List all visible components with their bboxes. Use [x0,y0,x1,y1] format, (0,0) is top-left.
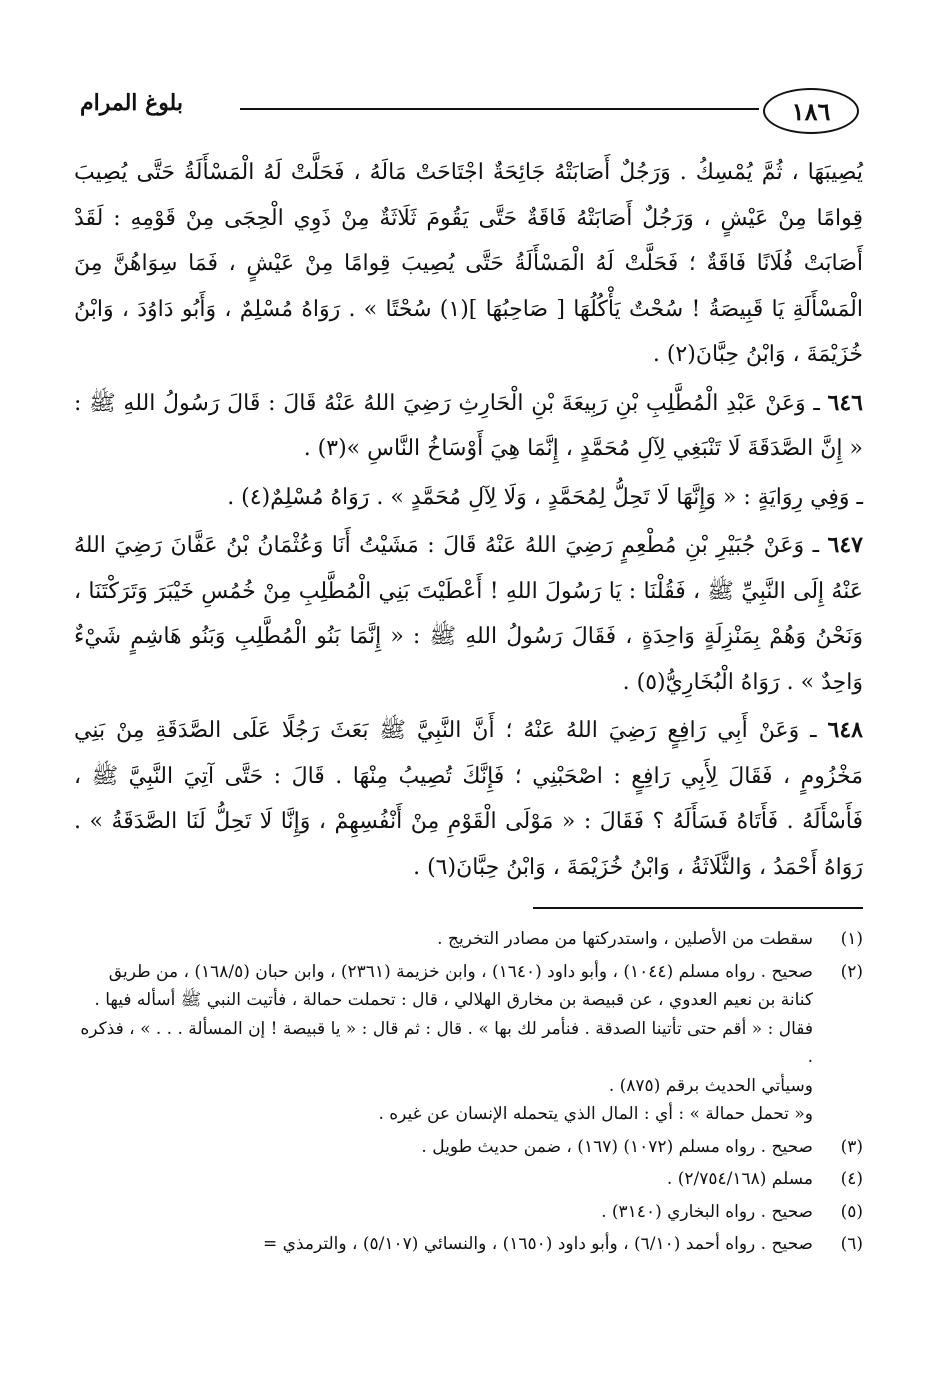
footnote [74,1133,863,1162]
hadith-text: ـ وَعَنْ جُبَيْرِ بْنِ مُطْعِمٍ رَضِيَ اللهُ عَنْهُ قَالَ : مَشَيْتُ أَنَا وَعُثْمَانُ بْنُ عَفَّانَ رَضِيَ اللهُ عَنْهُ إِلَى النَّبِيِّ ﷺ ، فَقُلْنَا : يَا رَسُولَ اللهِ ! أَعْطَيْتَ بَنِي الْمُطَّلِبِ مِنْ خُمُسِ خَيْبَرَ وَتَرَكْتَنَا ، وَنَحْنُ وَهُمْ بِمَنْزِلَةٍ وَاحِدَةٍ ، فَقَالَ رَسُولُ اللهِ ﷺ : « إِنَّمَا بَنُو الْمُطَّلِبِ وَبَنُو هَاشِمٍ شَيْءٌ وَاحِدٌ » . رَوَاهُ الْبُخَارِيُّ(٥) . [74,533,863,695]
footnote-text [74,1198,813,1227]
footnote [74,925,863,954]
footnote-number: (٥) [840,1201,863,1222]
footnote-text [74,1230,813,1259]
hadith-647 [74,523,863,705]
footnote-number: (١) [840,929,863,949]
paragraph-continuation: يُصِيبَهَا ، ثُمَّ يُمْسِكُ . وَرَجُلٌ أَصَابَتْهُ جَائِحَةٌ اجْتَاحَتْ مَالَهُ ، فَحَلَّتْ لَهُ الْمَسْأَلَةُ حَتَّى يُصِيبَ قِوامًا مِنْ عَيْشٍ ، وَرَجُلٌ أَصَابَتْهُ فَاقَةٌ حَتَّى يَقُومَ ثَلَاثَةٌ مِنْ ذَوِي الْحِجَى مِنْ قَوْمِهِ : لَقَدْ أَصَابَتْ فُلَانًا فَاقَةٌ ؛ فَحَلَّتْ لَهُ الْمَسْأَلَةُ حَتَّى يُصِيبَ قِوامًا مِنْ عَيْشٍ ، فَمَا سِوَاهُنَّ مِنَ الْمَسْأَلَةِ يَا قَبِيصَةُ ! سُحْتٌ يَأْكُلُهَا [ صَاحِبُهَا ](١) سُحْتًا » . رَوَاهُ مُسْلِمٌ ، وَأَبُو دَاوُدَ ، وَابْنُ خُزَيْمَةَ ، وَابْنُ حِبَّانَ(٢) . [74,160,864,367]
footnote-text [74,925,813,954]
footnote-line: مسلم (٢/٧٥٤/١٦٨) . [666,1169,813,1189]
footnote-number: (٢) [840,961,863,982]
footnotes [74,925,863,1263]
header-rule [240,108,759,110]
hadith-number: ٦٤٧ [827,532,863,558]
footnote-text [74,958,813,1129]
hadith-646-variant: ـ وَفِي رِوَايَةٍ : « وَإِنَّهَا لَا تَحِلُّ لِمُحَمَّدٍ ، وَلَا لِآلِ مُحَمَّدٍ » . رَوَاهُ مُسْلِمٌ(٤) . [227,484,863,510]
footnote-number: (٣) [840,1136,863,1157]
book-title: بلوغ المرام [80,90,183,116]
hadith-text: ـ وَعَنْ عَبْدِ الْمُطَّلِبِ بْنِ رَبِيعَةَ بْنِ الْحَارِثِ رَضِيَ اللهُ عَنْهُ قَالَ : قَالَ رَسُولُ اللهِ ﷺ : « إِنَّ الصَّدَقَةَ لَا تَنْبَغِي لِآلِ مُحَمَّدٍ ، إِنَّمَا هِيَ أَوْسَاخُ النَّاسِ »(٣) . [74,390,863,461]
footnote-line: صحيح . رواه مسلم (١٠٧٢) (١٦٧) ، ضمن حديث طويل . [421,1136,813,1157]
hadith-text: ـ وَعَنْ أَبِي رَافِعٍ رَضِيَ اللهُ عَنْهُ ؛ أَنَّ النَّبِيَّ ﷺ بَعَثَ رَجُلًا عَلَى الصَّدَقَةِ مِنْ بَنِي مَخْزُومٍ ، فَقَالَ لِأَبِي رَافِعٍ : اصْحَبْنِي ؛ فَإِنَّكَ تُصِيبُ مِنْهَا . قَالَ : حَتَّى آتِيَ النَّبِيَّ ﷺ ، فَأَسْأَلَهُ . فَأَتَاهُ فَسَأَلَهُ ؟ فَقَالَ : « مَوْلَى الْقَوْمِ مِنْ أَنْفُسِهِمْ ، وَإِنَّا لَا تَحِلُّ لَنَا الصَّدَقَةُ » . رَوَاهُ أَحْمَدُ ، وَالثَّلَاثَةُ ، وَابْنُ خُزَيْمَةَ ، وَابْنُ حِبَّانَ(٦) . [74,718,863,880]
hadith-646 [74,381,863,472]
footnote-text [74,1133,813,1162]
footnote [74,958,863,1129]
footnote [74,1230,863,1259]
hadith-number: ٦٤٦ [827,389,863,416]
footnote-line: سقطت من الأصلين ، واستدركتها من مصادر التخريج . [437,929,813,949]
page-header [80,88,859,140]
page-number: ١٨٦ [763,88,859,134]
footnote-separator [533,907,863,909]
footnote-text [74,1165,813,1194]
footnote [74,1165,863,1194]
footnote-line: صحيح . رواه أحمد (٦/١٠) ، وأبو داود (١٦٥٠) ، والنسائي (٥/١٠٧) ، والترمذي = [262,1234,813,1254]
main-text [74,150,863,893]
hadith-number: ٦٤٨ [827,717,863,743]
footnote-number: (٦) [840,1234,863,1254]
hadith-648 [74,708,863,890]
footnote-line: صحيح . رواه البخاري (٣١٤٠) . [601,1201,813,1222]
footnote [74,1198,863,1227]
footnote-line: صحيح . رواه مسلم (١٠٤٤) ، وأبو داود (١٦٤٠) ، وابن خزيمة (٢٣٦١) ، وابن حبان (١٦٨/٥) ، من طريق كنانة بن نعيم العدوي ، عن قبيصة بن مخارق الهلالي ، قال : تحملت حمالة ، فأتيت النبي ﷺ أسأله فيها . فقال : « أقم حتى تأتينا الصدقة . فنأمر لك بها » . قال : ثم قال : « يا قبيصة ! إن المسألة . . . » ، فذكره . [80,961,813,1067]
footnote-line: وسيأتي الحديث برقم (٨٧٥) . [608,1075,813,1096]
footnote-line: و« تحمل حمالة » : أي : المال الذي يتحمله الإنسان عن غيره . [378,1104,813,1124]
footnote-number: (٤) [840,1169,863,1189]
